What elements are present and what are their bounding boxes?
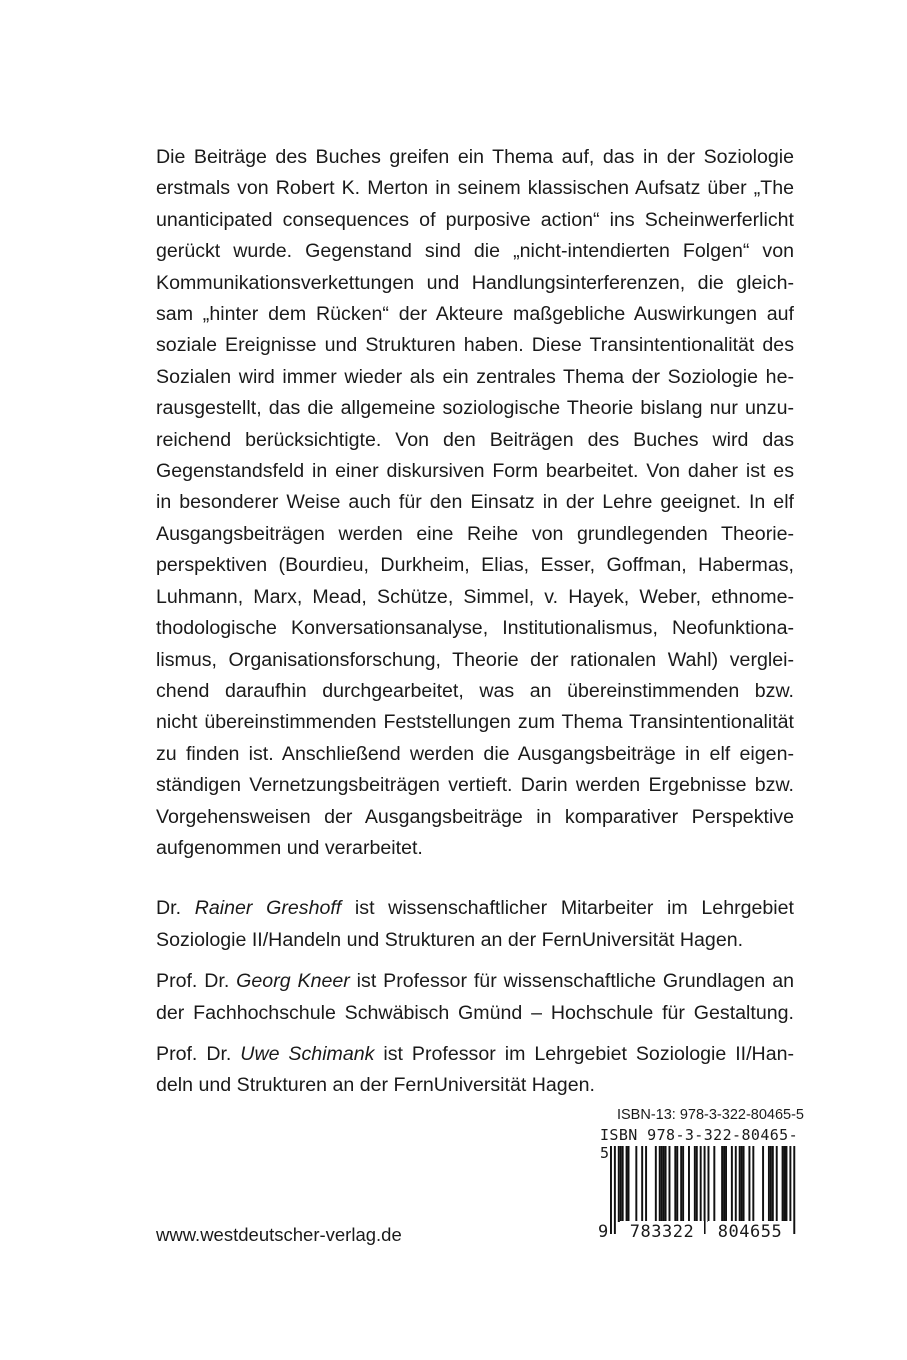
barcode-bar	[782, 1146, 784, 1222]
author-bio-text: ist Professor im Lehrgebiet Soziologie II/Han-	[374, 1042, 795, 1065]
barcode-bar	[708, 1146, 710, 1222]
barcode-bar	[786, 1146, 788, 1222]
barcode-bar	[655, 1146, 657, 1222]
blurb-line: Kommunikationsverkettungen und Handlungsinterferenzen, die gleich-	[156, 271, 794, 294]
barcode-bar	[641, 1146, 643, 1222]
author-bio-schimank	[156, 1039, 794, 1102]
blurb-line: Sozialen wird immer wieder als ein zentrales Thema der Soziologie he-	[156, 365, 794, 388]
ean-first-digit: 9	[598, 1222, 609, 1242]
barcode-bar	[645, 1146, 647, 1222]
author-name: Rainer Greshoff	[194, 897, 342, 920]
barcode-bar	[674, 1146, 676, 1222]
blurb-line: erstmals von Robert K. Merton in seinem klassischen Aufsatz über „The	[156, 177, 794, 200]
barcode-bar	[772, 1146, 774, 1222]
blurb-line: Vorgehensweisen der Ausgangsbeiträge in komparativer Perspektive	[156, 805, 794, 828]
barcode-bar	[762, 1146, 764, 1222]
blurb-line: chend daraufhin durchgearbeitet, was an übereinstimmenden bzw.	[156, 679, 794, 702]
barcode-bar	[669, 1146, 671, 1222]
barcode-bar	[721, 1146, 723, 1222]
author-prefix: Prof. Dr.	[156, 970, 237, 993]
barcode-bar	[770, 1146, 772, 1222]
barcode-bar	[622, 1146, 624, 1222]
blurb-line: soziale Ereignisse und Strukturen haben. Diese Transintentionalität des	[156, 334, 794, 357]
isbn-ocr-line: ISBN 978-3-322-80465-5	[600, 1126, 799, 1162]
barcode-bar	[680, 1146, 682, 1222]
barcode-bar	[713, 1146, 715, 1222]
publisher-website: www.westdeutscher-verlag.de	[156, 1224, 402, 1245]
barcode-bar	[682, 1146, 684, 1222]
barcode-bar	[739, 1146, 741, 1222]
blurb-line: Die Beiträge des Buches greifen ein Thema auf, das in der Soziologie	[156, 146, 794, 168]
barcode-bar	[663, 1146, 665, 1222]
barcode-bar	[784, 1146, 786, 1222]
isbn13-label: ISBN-13: 978-3-322-80465-5	[616, 1107, 804, 1123]
author-name: Uwe Schimank	[240, 1042, 375, 1065]
blurb-line: thodologische Konversationsanalyse, Institutionalismus, Neofunktiona-	[156, 617, 794, 640]
barcode-bar	[735, 1146, 737, 1222]
author-name: Georg Kneer	[236, 970, 350, 993]
barcode-bar	[688, 1146, 690, 1222]
blurb-line: Gegenstandsfeld in einer diskursiven Form bearbeitet. Von daher ist es	[156, 460, 794, 483]
author-bio-text: deln und Strukturen an der FernUniversität Hagen.	[156, 1074, 595, 1097]
blurb-line: in besonderer Weise auch für den Einsatz in der Lehre geeignet. In elf	[156, 491, 794, 514]
barcode-bar	[626, 1146, 628, 1222]
blurb-line: lismus, Organisationsforschung, Theorie der rationalen Wahl) verglei-	[156, 648, 794, 671]
barcode-bar	[768, 1146, 770, 1222]
barcode-bar	[696, 1146, 698, 1222]
barcode-bar	[741, 1146, 743, 1222]
barcode-bar	[635, 1146, 637, 1222]
blurb-line: rausgestellt, das die allgemeine soziologische Theorie bislang nur unzu-	[156, 397, 794, 420]
barcode-bar	[661, 1146, 663, 1222]
barcode-bar	[610, 1146, 612, 1234]
barcode-bar	[665, 1146, 667, 1222]
author-bio-text: ist Professor für wissenschaftliche Grundlagen an	[349, 970, 794, 993]
blurb-line: gerückt wurde. Gegenstand sind die „nicht-intendierten Folgen“ von	[156, 240, 794, 263]
blurb-line: reichend berücksichtigte. Von den Beiträgen des Buches wird das	[156, 428, 794, 451]
back-cover-text	[156, 142, 794, 1102]
barcode-bar	[776, 1146, 778, 1222]
barcode-bar	[793, 1146, 795, 1234]
blurb-line: sam „hinter dem Rücken“ der Akteure maßgebliche Auswirkungen auf	[156, 303, 794, 326]
author-bio-text: ist wissenschaftlicher Mitarbeiter im Lehrgebiet	[341, 897, 794, 920]
blurb-paragraph	[156, 142, 794, 864]
author-bio-text: Soziologie II/Handeln und Strukturen an der FernUniversität Hagen.	[156, 928, 744, 951]
blurb-line: Luhmann, Marx, Mead, Schütze, Simmel, v. Hayek, Weber, ethnome-	[156, 585, 794, 608]
ean-left-digits: 783322	[620, 1221, 704, 1243]
barcode-bar	[676, 1146, 678, 1222]
ean-right-digits: 804655	[708, 1221, 792, 1243]
author-bio-greshoff	[156, 893, 794, 956]
barcode-bar	[659, 1146, 661, 1222]
author-bio-kneer	[156, 966, 794, 1029]
blurb-line: aufgenommen und verarbeitet.	[156, 836, 423, 859]
blurb-line: nicht übereinstimmenden Feststellungen zum Thema Transintentionalität	[156, 711, 794, 734]
blurb-line: unanticipated consequences of purposive action“ ins Scheinwerferlicht	[156, 208, 794, 231]
author-prefix: Prof. Dr.	[156, 1042, 241, 1065]
blurb-line: zu finden ist. Anschließend werden die Ausgangsbeiträge in elf eigen-	[156, 742, 794, 765]
barcode-bar	[752, 1146, 754, 1222]
blurb-line: Ausgangsbeiträgen werden eine Reihe von grundlegenden Theorie-	[156, 522, 794, 545]
author-bio-text: der Fachhochschule Schwäbisch Gmünd – Hochschule für Gestaltung.	[156, 1001, 794, 1024]
barcode-bar	[731, 1146, 733, 1222]
isbn-barcode	[596, 1106, 802, 1248]
barcode-bar	[620, 1146, 622, 1222]
barcode-bar	[748, 1146, 750, 1222]
barcode-bar	[694, 1146, 696, 1222]
barcode-bar	[614, 1146, 616, 1234]
author-prefix: Dr.	[156, 897, 195, 920]
blurb-line: perspektiven (Bourdieu, Durkheim, Elias, Esser, Goffman, Habermas,	[156, 554, 794, 577]
barcode-bar	[743, 1146, 745, 1222]
barcode-bar	[628, 1146, 630, 1222]
barcode-bar	[725, 1146, 727, 1222]
blurb-line: ständigen Vernetzungsbeiträgen vertieft. Darin werden Ergebnisse bzw.	[156, 774, 794, 797]
barcode-bar	[618, 1146, 620, 1222]
barcode-bar	[723, 1146, 725, 1222]
